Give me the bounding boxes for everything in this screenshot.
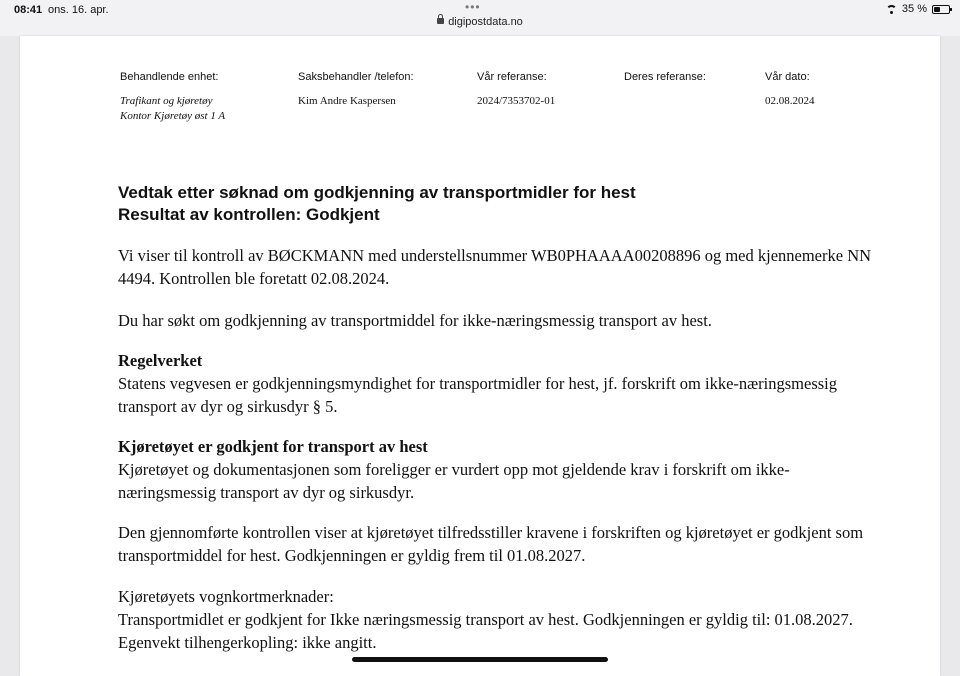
our-date-label: Vår dato: bbox=[765, 71, 810, 83]
document-page bbox=[20, 36, 940, 676]
home-indicator[interactable] bbox=[352, 657, 608, 662]
remarks-label: Kjøretøyets vognkortmerknader: bbox=[118, 587, 334, 606]
unit-value bbox=[120, 94, 225, 124]
title-line-1: Vedtak etter søknad om godkjenning av transportmidler for hest bbox=[118, 183, 636, 202]
status-date: ons. 16. apr. bbox=[48, 4, 109, 16]
handler-value: Kim Andre Kaspersen bbox=[298, 95, 396, 107]
address-bar[interactable] bbox=[0, 16, 960, 28]
our-ref-value: 2024/7353702-01 bbox=[477, 95, 556, 107]
our-ref-label: Vår referanse: bbox=[477, 71, 547, 83]
paragraph-application: Du har søkt om godkjenning av transportmiddel for ikke-næringsmessig transport av hest. bbox=[118, 311, 712, 330]
paragraph-control-reference: Vi viser til kontroll av BØCKMANN med understellsnummer WB0PHAAAA00208896 og med kjennemerke NN 4494. Kontrollen ble foretatt 02.08.2024. bbox=[118, 246, 872, 288]
heading-regelverket: Regelverket bbox=[118, 351, 203, 370]
paragraph-approved: Kjøretøyet og dokumentasjonen som foreligger er vurdert opp mot gjeldende krav i forskrift om ikke-næringsmessig transport av dyr og sirkusdyr. bbox=[118, 460, 790, 502]
title-line-2: Resultat av kontrollen: Godkjent bbox=[118, 205, 380, 224]
handler-label: Saksbehandler /telefon: bbox=[298, 71, 414, 83]
heading-approved: Kjøretøyet er godkjent for transport av hest bbox=[118, 437, 428, 456]
section-approved bbox=[118, 435, 878, 504]
unit-value-line-1: Trafikant og kjøretøy bbox=[120, 95, 213, 107]
your-ref-label: Deres referanse: bbox=[624, 71, 706, 83]
section-regelverket bbox=[118, 349, 878, 418]
unit-label: Behandlende enhet: bbox=[120, 71, 219, 83]
our-date-value: 02.08.2024 bbox=[765, 95, 815, 107]
unit-value-line-2: Kontor Kjøretøy øst 1 A bbox=[120, 110, 226, 122]
paragraph-control-result: Den gjennomførte kontrollen viser at kjøretøyet tilfredsstiller kravene i forskriften og kjøretøyet er godkjent som transportmiddel for hest. Godkjenningen er gyldig frem til 01.08.2027. bbox=[118, 523, 864, 565]
status-time: 08:41 bbox=[14, 4, 43, 16]
wifi-icon bbox=[886, 5, 897, 14]
battery-icon bbox=[932, 5, 950, 14]
status-indicators bbox=[886, 3, 950, 15]
document-title bbox=[118, 182, 636, 226]
url-text: digipostdata.no bbox=[448, 16, 523, 28]
paragraph-regelverket: Statens vegvesen er godkjenningsmyndighet for transportmidler for hest, jf. forskrift om ikke-næringsmessig transport av dyr og sirkusdyr § 5. bbox=[118, 374, 837, 416]
status-bar bbox=[0, 0, 960, 36]
more-dots-icon[interactable]: ••• bbox=[465, 0, 481, 14]
battery-percent: 35 % bbox=[901, 3, 927, 15]
section-remarks bbox=[118, 585, 878, 654]
lock-icon bbox=[437, 18, 444, 24]
remarks-text: Transportmidlet er godkjent for Ikke næringsmessig transport av hest. Godkjenningen er gyldig til: 01.08.2027. Egenvekt tilhengerkopling: ikke angitt. bbox=[118, 610, 853, 652]
